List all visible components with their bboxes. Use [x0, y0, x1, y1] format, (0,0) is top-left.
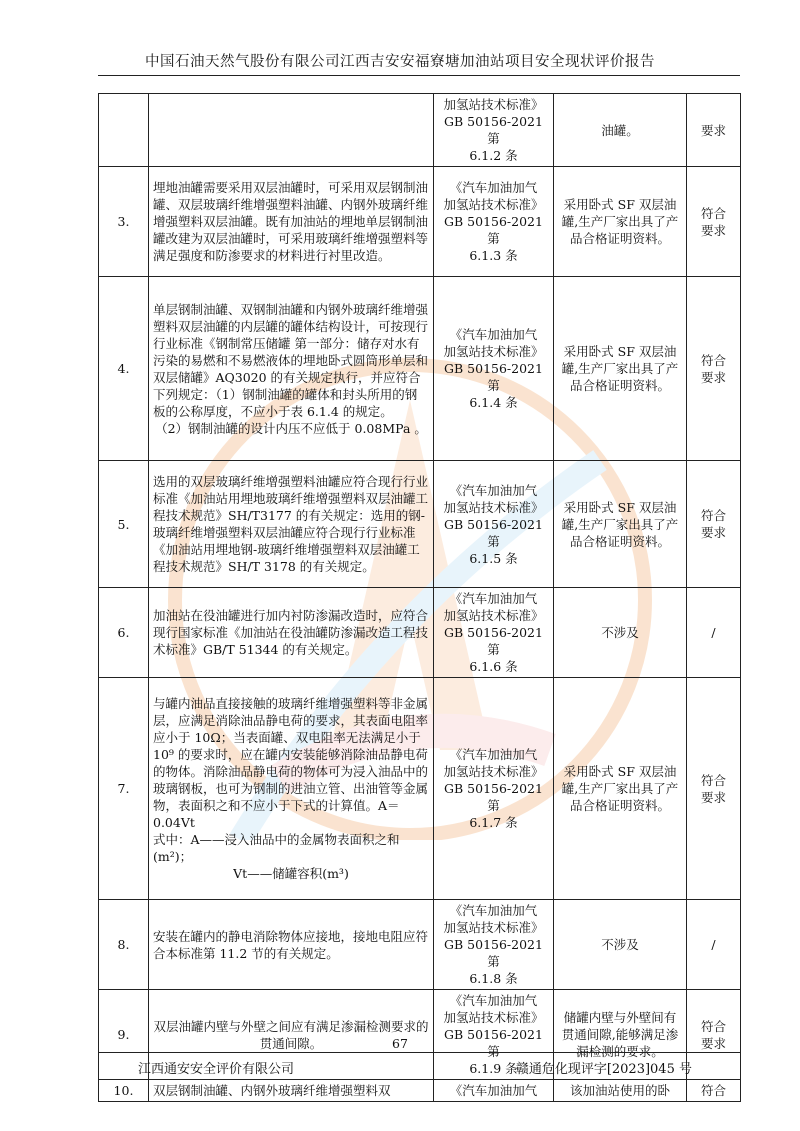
row-number: 10. [99, 1080, 149, 1102]
requirement-cell: 选用的双层玻璃纤维增强塑料油罐应符合现行行业标准《加油站用埋地玻璃纤维增强塑料双层油罐工程技术规范》SH/T3177 的有关规定：选用的钢-玻璃纤维增强塑料双层油罐应符合现行行业标准《加油站用埋地钢-玻璃纤维增强塑料双层油罐工程技术规范》SH/T 3178 的有关规定。 [149, 461, 434, 588]
basis-cell: 《汽车加油加气 加氢站技术标准》 GB 50156-2021 第 6.1.9 条 [434, 990, 554, 1080]
result-cell: 采用卧式 SF 双层油罐,生产厂家出具了产品合格证明资料。 [554, 678, 687, 900]
evaluation-table [98, 93, 741, 1102]
footer-company: 江西通安安全评价有限公司 [138, 1062, 295, 1077]
basis-cell: 《汽车加油加气 加氢站技术标准》 GB 50156-2021 第 6.1.3 条 [434, 167, 554, 277]
result-cell: 油罐。 [554, 94, 687, 167]
basis-cell: 《汽车加油加气 加氢站技术标准》 GB 50156-2021 第 6.1.5 条 [434, 461, 554, 588]
row-number: 6. [99, 588, 149, 678]
row-number: 5. [99, 461, 149, 588]
basis-cell: 《汽车加油加气 加氢站技术标准》 GB 50156-2021 第 6.1.8 条 [434, 900, 554, 990]
requirement-cell: 埋地油罐需要采用双层油罐时，可采用双层钢制油罐、双层玻璃纤维增强塑料油罐、内钢外玻璃纤维增强塑料双层油罐。既有加油站的埋地单层钢制油罐改建为双层油罐时，可采用玻璃纤维增强塑料等满足强度和防渗要求的材料进行衬里改造。 [149, 167, 434, 277]
table-row [99, 167, 741, 277]
table-row [99, 461, 741, 588]
result-cell: 储罐内壁与外壁间有贯通间隙,能够满足渗漏检测的要求。 [554, 990, 687, 1080]
requirement-cell: 双层钢制油罐、内钢外玻璃纤维增强塑料双 [149, 1080, 434, 1102]
basis-cell: 《汽车加油加气 加氢站技术标准》 GB 50156-2021 第 6.1.4 条 [434, 277, 554, 461]
table-row [99, 678, 741, 900]
table-row [99, 277, 741, 461]
basis-cell: 《汽车加油加气 [434, 1080, 554, 1102]
row-number: 9. [99, 990, 149, 1080]
conclusion-cell: 符合 要求 [687, 167, 741, 277]
basis-cell: 加氢站技术标准》 GB 50156-2021 第 6.1.2 条 [434, 94, 554, 167]
footer-rule [98, 1052, 740, 1053]
row-number: 7. [99, 678, 149, 900]
conclusion-cell: 符合 要求 [687, 461, 741, 588]
row-number: 3. [99, 167, 149, 277]
conclusion-cell: 符合 要求 [687, 277, 741, 461]
requirement-cell: 安装在罐内的静电消除物体应接地，接地电阻应符合本标准第 11.2 节的有关规定。 [149, 900, 434, 990]
conclusion-cell: 要求 [687, 94, 741, 167]
conclusion-cell: 符合 要求 [687, 990, 741, 1080]
requirement-cell: 单层钢制油罐、双钢制油罐和内钢外玻璃纤维增强塑料双层油罐的内层罐的罐体结构设计，可按现行行业标准《钢制常压储罐 第一部分：储存对水有污染的易燃和不易燃液体的埋地卧式圆筒形单层和双层储罐》AQ3020 的有关规定执行，并应符合下列规定：（1）钢制油罐的罐体和封头所用的钢板的公称厚度，不应小于表 6.1.4 的规定。 （2）钢制油罐的设计内压不应低于 0.08MPa 。 [149, 277, 434, 461]
footer-doc-number: 赣通危化现评字[2023]045 号 [515, 1062, 692, 1077]
basis-cell: 《汽车加油加气 加氢站技术标准》 GB 50156-2021 第 6.1.6 条 [434, 588, 554, 678]
requirement-cell [149, 94, 434, 167]
page-header-title: 中国石油天然气股份有限公司江西吉安安福寮塘加油站项目安全现状评价报告 [145, 54, 655, 70]
requirement-cell: 与罐内油品直接接触的玻璃纤维增强塑料等非金属层，应满足消除油品静电荷的要求，其表面电阻率应小于 10Ω；当表面罐、双电阻率无法满足小于 10⁹ 的要求时，应在罐内安装能够消除油品静电荷的物体。消除油品静电荷的物体可为浸入油品中的玻璃钢板，也可为钢制的进油立管、出油管等金属物，表面积之和不应小于下式的计算值。A＝0.04Vt 式中：A——浸入油品中的金属物表面积之和(m²)； Vt——储罐容积(m³) [149, 678, 434, 900]
row-number: 8. [99, 900, 149, 990]
basis-cell: 《汽车加油加气 加氢站技术标准》 GB 50156-2021 第 6.1.7 条 [434, 678, 554, 900]
result-cell: 不涉及 [554, 900, 687, 990]
header-rule [98, 75, 740, 76]
result-cell: 采用卧式 SF 双层油罐,生产厂家出具了产品合格证明资料。 [554, 167, 687, 277]
table-row [99, 900, 741, 990]
result-cell: 采用卧式 SF 双层油罐,生产厂家出具了产品合格证明资料。 [554, 461, 687, 588]
table-row [99, 1080, 741, 1102]
result-cell: 不涉及 [554, 588, 687, 678]
conclusion-cell: / [687, 900, 741, 990]
result-cell: 该加油站使用的卧 [554, 1080, 687, 1102]
page-number: 67 [392, 1036, 408, 1051]
result-cell: 采用卧式 SF 双层油罐,生产厂家出具了产品合格证明资料。 [554, 277, 687, 461]
table-row [99, 588, 741, 678]
conclusion-cell: 符合 [687, 1080, 741, 1102]
conclusion-cell: 符合 要求 [687, 678, 741, 900]
row-number [99, 94, 149, 167]
requirement-cell: 双层油罐内壁与外壁之间应有满足渗漏检测要求的贯通间隙。 [149, 990, 434, 1080]
table-row [99, 94, 741, 167]
row-number: 4. [99, 277, 149, 461]
requirement-cell: 加油站在役油罐进行加内衬防渗漏改造时，应符合现行国家标准《加油站在役油罐防渗漏改造工程技术标准》GB/T 51344 的有关规定。 [149, 588, 434, 678]
conclusion-cell: / [687, 588, 741, 678]
